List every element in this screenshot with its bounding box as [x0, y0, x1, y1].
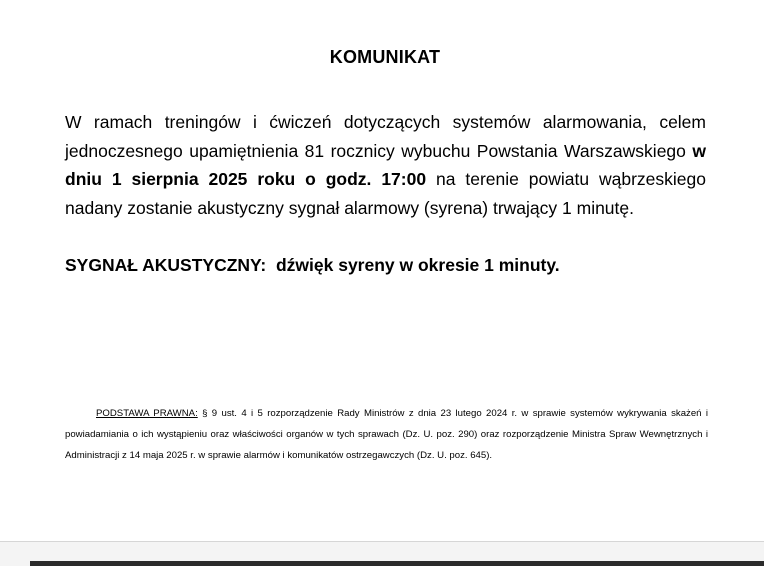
paragraph-date-time: w dniu 1 sierpnia 2025 roku o godz. 17:00	[65, 140, 706, 189]
legal-basis-label: PODSTAWA PRAWNA:	[96, 408, 198, 419]
document-title: KOMUNIKAT	[329, 47, 441, 67]
announcement-paragraph	[65, 108, 706, 222]
taskbar-strip	[30, 561, 764, 566]
paragraph-text-1: W ramach treningów i ćwiczeń dotyczących systemów alarmowania, celem jednoczesnego upamiętnienia 81 rocznicy wybuchu Powstania Warszawskiego	[65, 112, 706, 161]
signal-description: SYGNAŁ AKUSTYCZNY: dźwięk syreny w okresie 1 minuty.	[65, 255, 560, 275]
legal-basis-text: § 9 ust. 4 i 5 rozporządzenie Rady Ministrów z dnia 23 lutego 2024 r. w sprawie systemów wykrywania skażeń i powiadamiania o ich wystąpieniu oraz właściwości organów w tych sprawach (Dz. U. poz. 290) oraz rozporządzenie Ministra Spraw Wewnętrznych i Administracji z 14 maja 2025 r. w sprawie alarmów i komunikatów ostrzegawczych (Dz. U. poz. 645).	[65, 408, 709, 461]
legal-basis	[65, 403, 708, 466]
paragraph-text-2: na terenie powiatu wąbrzeskiego nadany zostanie akustyczny sygnał alarmowy (syrena) trwający 1 minutę.	[65, 169, 706, 218]
